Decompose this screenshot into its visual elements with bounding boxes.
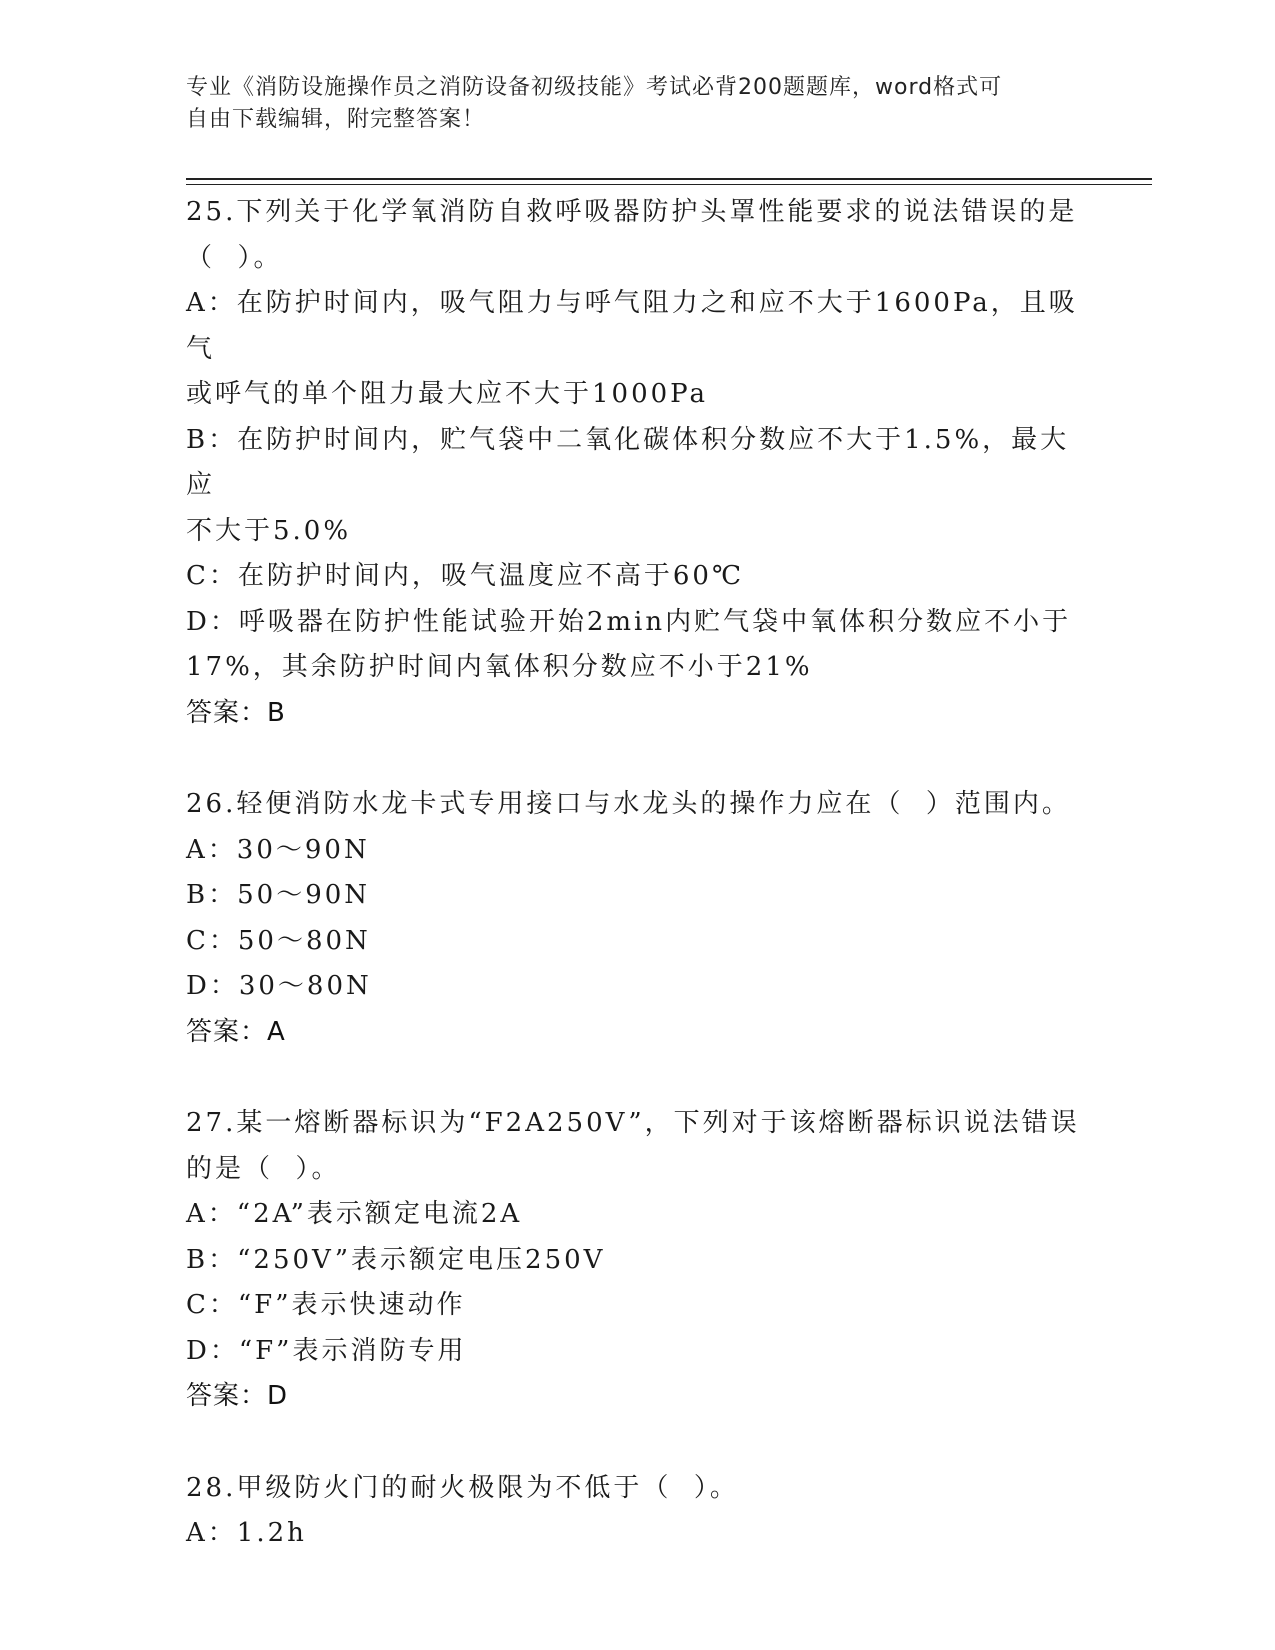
question-stem-line: （ ）。	[186, 242, 283, 273]
header-rule-thin	[186, 184, 1152, 185]
question-block	[186, 1101, 1086, 1420]
question-block	[186, 1466, 1086, 1557]
option-line: B：50～90N	[186, 880, 371, 910]
question-block	[186, 782, 1086, 1055]
option-line: 不大于5.0%	[186, 515, 352, 546]
option-line: 17%，其余防护时间内氧体积分数应不小于21%	[186, 652, 813, 682]
question-stem-line: 26.轻便消防水龙卡式专用接口与水龙头的操作力应在（ ）范围内。	[186, 789, 1071, 819]
option-line: A：30～90N	[186, 834, 370, 865]
option-line: A：“2A”表示额定电流2A	[186, 1199, 523, 1229]
question-stem-line: 的是（ ）。	[186, 1153, 341, 1184]
option-line: A：1.2h	[186, 1518, 307, 1548]
header-line-2: 自由下载编辑，附完整答案！	[186, 107, 486, 132]
answer-line: 答案：B	[186, 697, 286, 728]
option-line: C：50～80N	[186, 925, 371, 956]
option-line: C：“F”表示快速动作	[186, 1290, 466, 1320]
option-line: D：呼吸器在防护性能试验开始2min内贮气袋中氧体积分数应不小于	[186, 606, 1072, 637]
option-line: D：“F”表示消防专用	[186, 1335, 467, 1366]
answer-line: 答案：A	[186, 1016, 286, 1047]
page-header	[186, 72, 1086, 136]
question-list	[186, 190, 1086, 1603]
answer-line: 答案：D	[186, 1381, 289, 1411]
option-line: C：在防护时间内，吸气温度应不高于60℃	[186, 561, 745, 591]
question-stem-line: 27.某一熔断器标识为“F2A250V”，下列对于该熔断器标识说法错误	[186, 1108, 1080, 1138]
header-line-1: 专业《消防设施操作员之消防设备初级技能》考试必背200题题库，word格式可	[186, 75, 1003, 100]
header-rule-thick	[186, 178, 1152, 180]
option-line: B：在防护时间内，贮气袋中二氧化碳体积分数应不大于1.5%，最大应	[186, 424, 1070, 500]
option-line: 或呼气的单个阻力最大应不大于1000Pa	[186, 379, 708, 409]
question-stem-line: 28.甲级防火门的耐火极限为不低于（ ）。	[186, 1472, 739, 1503]
option-line: A：在防护时间内，吸气阻力与呼气阻力之和应不大于1600Pa，且吸气	[186, 288, 1078, 364]
question-block	[186, 190, 1086, 736]
option-line: B：“250V”表示额定电压250V	[186, 1244, 606, 1275]
question-stem-line: 25.下列关于化学氧消防自救呼吸器防护头罩性能要求的说法错误的是	[186, 197, 1078, 227]
option-line: D：30～80N	[186, 971, 372, 1001]
